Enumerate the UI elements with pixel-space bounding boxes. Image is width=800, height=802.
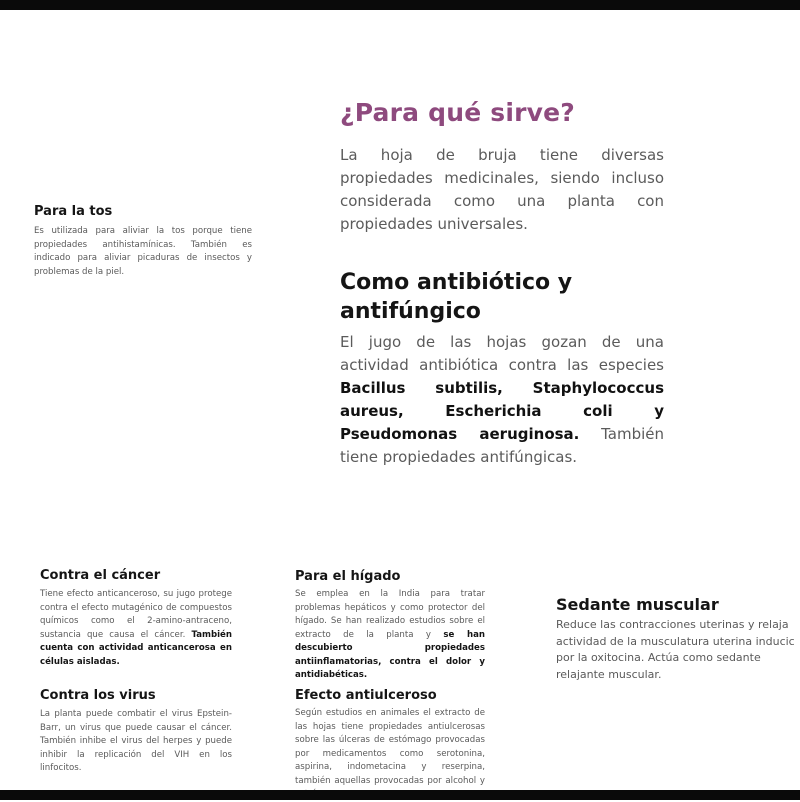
page-title: ¿Para qué sirve?	[340, 98, 576, 127]
muscle-sedative-line: relajante muscular.	[556, 667, 662, 681]
cancer-text-bold: También cuenta con actividad anticancerosa en células aisladas.	[40, 629, 232, 667]
antibiotic-text-start: El jugo de las hojas gozan de una actividad antibiótica contra las especies	[340, 333, 664, 374]
muscle-sedative-line: actividad de la musculatura uterina inducic	[556, 634, 795, 648]
antiulcer-section-text: Según estudios en animales el extracto de las hojas tiene propiedades antiulcerosas sobre las úlceras de estómago provocadas por medicamentos como serotonina, aspirina, indometacina y reserpina, también aquellas provocadas por alcohol y	[295, 708, 485, 786]
virus-section-text: La planta puede combatir el virus Epstein-Barr, un virus que puede causar el cáncer. También inhibe el virus del herpes y puede inhibir la replicación del VIH en los linfocitos.	[40, 709, 232, 773]
cancer-text-start: Tiene efecto anticanceroso, su jugo protege contra el efecto mutagénico de compuestos químicos como el 2-amino-antraceno, sustancia que causa el cáncer.	[40, 589, 232, 640]
liver-section-text	[295, 588, 485, 683]
muscle-sedative-line: por la oxitocina. Actúa como sedante	[556, 651, 761, 664]
intro-paragraph: La hoja de bruja tiene diversas propiedades medicinales, siendo incluso considerada como una planta con propiedades universales.	[340, 146, 664, 233]
muscle-sedative-text	[556, 617, 795, 683]
virus-section-title: Contra los virus	[40, 688, 156, 703]
muscle-sedative-line: Reduce las contracciones uterinas y relaja	[556, 618, 789, 631]
liver-section-title: Para el hígado	[295, 569, 401, 584]
cough-section-text: Es utilizada para aliviar la tos porque tiene propiedades antihistamínicas. También es indicado para aliviar picaduras de insectos y problemas de la piel.	[34, 226, 252, 277]
cancer-section-text	[40, 588, 232, 669]
antibiotic-species: Bacillus subtilis, Staphylococcus aureus, Escherichia coli y Pseudomonas aeruginosa.	[340, 379, 664, 443]
bottom-frame-bar	[0, 790, 800, 800]
top-frame-bar	[0, 0, 800, 10]
liver-text-start: Se emplea en la India para tratar problemas hepáticos y como protector del hígado. Se han realizado estudios sobre el extracto de la planta y	[295, 589, 485, 640]
antiulcer-section-title: Efecto antiulceroso	[295, 688, 437, 703]
liver-text-bold: se han descubierto propiedades antiinflamatorias, contra el dolor y antidiabéticas.	[295, 629, 485, 680]
antibiotic-paragraph	[340, 331, 664, 469]
muscle-sedative-title: Sedante muscular	[556, 595, 719, 614]
cancer-section-title: Contra el cáncer	[40, 568, 161, 583]
antibiotic-text-end: También tiene propiedades antifúngicas.	[340, 425, 664, 466]
antibiotic-heading: Como antibiótico y antifúngico	[340, 270, 573, 324]
cough-section-title: Para la tos	[34, 204, 113, 219]
